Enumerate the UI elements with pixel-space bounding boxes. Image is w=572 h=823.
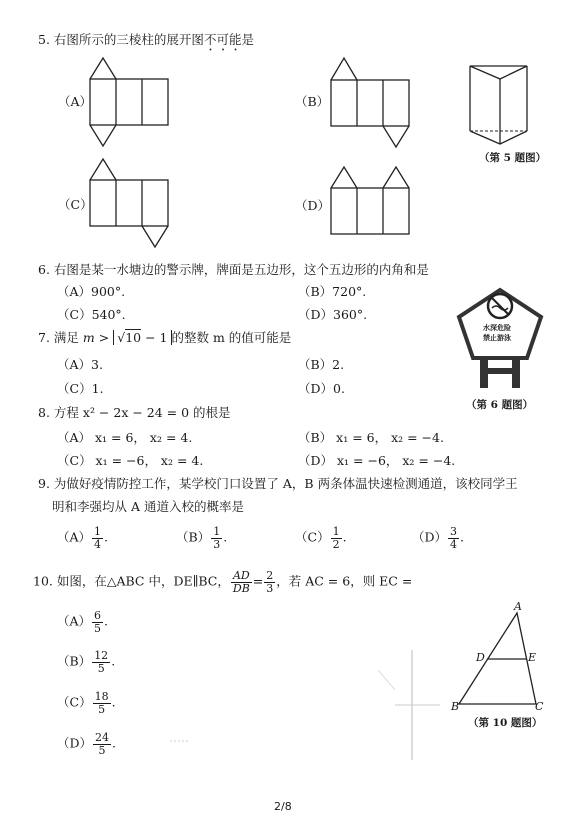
q10-ratio-equals: = [252,573,264,589]
q5-option-a-label[interactable]: （A） [58,94,93,109]
q6-option-a[interactable]: （A）900°. [57,284,126,299]
q10-option-a-denominator: 5 [94,621,102,635]
q6-option-d[interactable]: （D）360°. [298,307,368,322]
q10-caption: （第 10 题图） [468,717,543,729]
q10-ratio-numerator-label: AD [232,569,250,582]
q9-option-b-numerator: 1 [213,525,221,538]
q9-option-c-period: . [342,529,347,545]
q10-option-b-label: （B） [57,653,92,669]
q10-point-a: A [514,600,522,613]
q6-option-b[interactable]: （B）720°. [298,284,367,299]
q10-option-c-label: （C） [57,694,92,710]
q10-option-c-denominator: 5 [98,702,106,716]
q9-option-b-denominator: 3 [213,537,221,551]
q9-option-a-denominator: 4 [94,537,102,551]
q10-option-a-numerator: 6 [94,609,102,622]
q7-option-d[interactable]: （D）0. [298,381,345,396]
q5-number: 5. [38,32,50,47]
q10-option-b-period: . [111,653,116,669]
q5-caption: （第 5 题图） [479,152,547,164]
q10-number: 10. [33,573,53,589]
q9-option-d-denominator: 4 [450,537,458,551]
q6-caption: （第 6 题图） [466,399,534,411]
q10-option-d-period: . [112,735,117,751]
q9-option-a-label: （A） [57,529,92,545]
q10-ratio-denominator-label: DB [232,581,250,595]
q10-option-c-numerator: 18 [94,690,109,703]
q7-option-a[interactable]: （A）3. [57,357,103,372]
q7-stem: 7. 满足 m > √10 − 1 的整数 m 的值可能是 [38,330,292,345]
q5-option-d-label[interactable]: （D） [295,198,331,213]
q8-stem-text: 方程 x² − 2x − 24 = 0 的根是 [53,405,231,420]
q6-sign-text-line2: 禁止游泳 [483,333,511,342]
q9-option-c-denominator: 2 [332,537,340,551]
q7-expr-minus-one: − 1 [145,330,168,345]
q7-stem-post: 的整数 m 的值可能是 [171,330,292,345]
q10-point-e: E [528,651,537,664]
page-number: 2/8 [274,800,292,813]
q7-number: 7. [38,330,50,345]
q10-option-d-numerator: 24 [95,731,110,744]
q10-option-d-denominator: 5 [98,743,106,757]
q9-option-d-period: . [460,529,465,545]
q10-option-d-label: （D） [57,735,93,751]
q5-option-b-label[interactable]: （B） [295,94,330,109]
q7-option-c[interactable]: （C）1. [57,381,104,396]
q5-stem-emphasis: 不可能 [203,32,242,47]
q5-option-c-label[interactable]: （C） [58,197,93,212]
q9-option-d-numerator: 3 [450,525,458,538]
q10-option-c-period: . [111,694,116,710]
q7-option-b[interactable]: （B）2. [298,357,345,372]
q7-expr-m: m [82,330,95,345]
q7-stem-pre: 满足 [53,330,79,345]
q6-sign-text-line1: 水深危险 [483,323,511,332]
q5-stem-pre: 右图所示的三棱柱的展开图 [53,32,204,47]
q9-option-a-period: . [104,529,109,545]
q5-stem-post: 是 [241,32,254,47]
q10-option-a-label: （A） [57,613,92,629]
q10-ratio-denominator: 3 [266,581,274,595]
q8-option-a[interactable]: （A） x₁ = 6， x₂ = 4. [57,430,193,445]
q8-number: 8. [38,405,50,420]
q10-ratio-numerator: 2 [266,569,274,582]
q9-option-d-label: （D） [412,529,448,545]
q10-point-c: C [535,700,544,713]
q10-point-d: D [476,651,485,664]
q9-option-a-numerator: 1 [94,525,102,538]
q9-option-b-period: . [223,529,228,545]
q6-number: 6. [38,262,50,277]
q10-point-b: B [451,700,460,713]
q9-stem-line1-text: 为做好疫情防控工作，某学校门口设置了 A，B 两条体温快速检测通道，该校同学王 [53,476,518,491]
q6-option-c[interactable]: （C）540°. [57,307,126,322]
q8-option-c[interactable]: （C） x₁ = −6， x₂ = 4. [57,453,204,468]
q7-expr-gt: > [98,330,110,345]
q9-option-c-label: （C） [295,529,330,545]
q10-option-a-period: . [104,613,109,629]
q10-option-b-numerator: 12 [94,649,109,662]
q6-stem-text: 右图是某一水塘边的警示牌，牌面是五边形，这个五边形的内角和是 [53,262,429,277]
q9-option-b-label: （B） [176,529,211,545]
q10-option-b-denominator: 5 [97,661,105,675]
q9-stem-line2: 明和李强均从 A 通道入校的概率是 [52,499,244,514]
q8-option-b[interactable]: （B） x₁ = 6， x₂ = −4. [298,430,444,445]
q10-stem-post: ，若 AC = 6，则 EC = [276,573,413,589]
q7-expr-radicand: 10 [125,330,142,345]
q10-stem-pre: 如图，在△ABC 中，DE∥BC， [56,573,230,589]
q8-option-d[interactable]: （D） x₁ = −6， x₂ = −4. [298,453,456,468]
q9-option-c-numerator: 1 [332,525,340,538]
q9-number: 9. [38,476,50,491]
